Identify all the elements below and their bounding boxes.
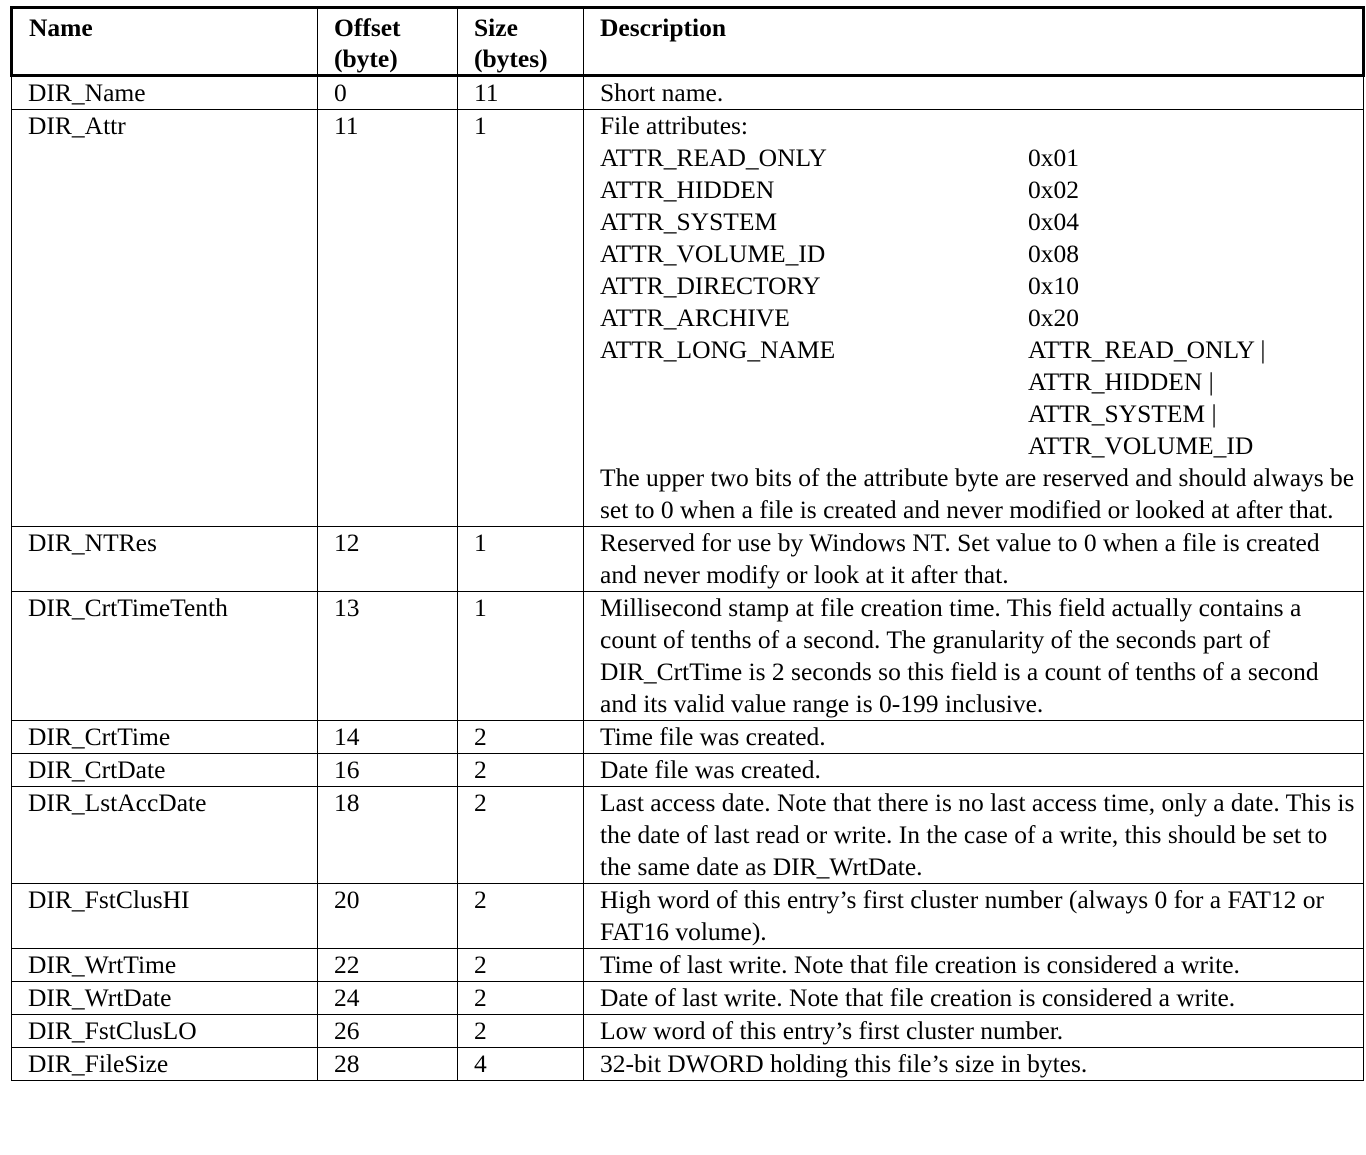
- cell-offset: 0: [318, 76, 458, 110]
- table-row: [12, 949, 1364, 982]
- cell-description: Last access date. Note that there is no last access time, only a date. This is the date of last read or write. In the case of a write, this should be set to the same date as DIR_WrtDate.: [584, 787, 1364, 884]
- cell-offset: 28: [318, 1048, 458, 1081]
- attribute-name: ATTR_HIDDEN: [600, 175, 775, 204]
- cell-offset: 14: [318, 721, 458, 754]
- table-row: [12, 527, 1364, 592]
- cell-name: DIR_Attr: [12, 110, 318, 527]
- cell-name: DIR_FstClusLO: [12, 1015, 318, 1048]
- attribute-value: 0x04: [1028, 207, 1079, 236]
- cell-offset: 18: [318, 787, 458, 884]
- cell-name: DIR_LstAccDate: [12, 787, 318, 884]
- cell-offset: 12: [318, 527, 458, 592]
- attribute-name: ATTR_ARCHIVE: [600, 303, 790, 332]
- header-description: Description: [584, 8, 1364, 76]
- cell-size: 2: [458, 982, 584, 1015]
- cell-size: 2: [458, 949, 584, 982]
- cell-size: 2: [458, 721, 584, 754]
- attribute-value: 0x10: [1028, 271, 1079, 300]
- table-row: [12, 1048, 1364, 1081]
- long-name-part: ATTR_READ_ONLY |: [1028, 335, 1266, 364]
- attribute-value: 0x01: [1028, 143, 1079, 172]
- cell-description: Time file was created.: [584, 721, 1364, 754]
- attribute-name: ATTR_SYSTEM: [600, 207, 778, 236]
- attribute-list: [600, 142, 1355, 462]
- cell-name: DIR_FstClusHI: [12, 884, 318, 949]
- cell-description: Reserved for use by Windows NT. Set value to 0 when a file is created and never modify or look at it after that.: [584, 527, 1364, 592]
- cell-description: Short name.: [584, 76, 1364, 110]
- attribute-value-long: [1028, 334, 1355, 462]
- cell-description: Time of last write. Note that file creation is considered a write.: [584, 949, 1364, 982]
- cell-description: 32-bit DWORD holding this file’s size in bytes.: [584, 1048, 1364, 1081]
- cell-offset: 16: [318, 754, 458, 787]
- document-page: [10, 6, 1362, 1081]
- cell-size: 1: [458, 110, 584, 527]
- table-row: [12, 76, 1364, 110]
- header-offset: Offset (byte): [318, 8, 458, 76]
- table-row: [12, 1015, 1364, 1048]
- header-size: Size (bytes): [458, 8, 584, 76]
- header-name: Name: [12, 8, 318, 76]
- cell-size: 2: [458, 884, 584, 949]
- attributes-intro: File attributes:: [600, 111, 749, 140]
- table-header-row: [12, 8, 1364, 76]
- cell-size: 11: [458, 76, 584, 110]
- cell-description: Millisecond stamp at file creation time. This field actually contains a count of tenths of a second. The granularity of the seconds part of DIR_CrtTime is 2 seconds so this field is a count of tenths of a second and its valid value range is 0-199 inclusive.: [584, 592, 1364, 721]
- cell-description: Low word of this entry’s first cluster number.: [584, 1015, 1364, 1048]
- cell-offset: 13: [318, 592, 458, 721]
- cell-description: Date of last write. Note that file creation is considered a write.: [584, 982, 1364, 1015]
- cell-name: DIR_Name: [12, 76, 318, 110]
- cell-name: DIR_CrtTime: [12, 721, 318, 754]
- cell-offset: 20: [318, 884, 458, 949]
- attribute-name: ATTR_READ_ONLY: [600, 143, 827, 172]
- cell-offset: 24: [318, 982, 458, 1015]
- table-row: [12, 754, 1364, 787]
- cell-offset: 22: [318, 949, 458, 982]
- attribute-name-long: ATTR_LONG_NAME: [600, 335, 836, 364]
- cell-name: DIR_WrtDate: [12, 982, 318, 1015]
- table-row: [12, 787, 1364, 884]
- cell-name: DIR_FileSize: [12, 1048, 318, 1081]
- cell-size: 2: [458, 754, 584, 787]
- directory-entry-table: [10, 6, 1365, 1081]
- cell-size: 4: [458, 1048, 584, 1081]
- cell-size: 1: [458, 592, 584, 721]
- long-name-part: ATTR_SYSTEM |: [1028, 399, 1217, 428]
- cell-offset: 11: [318, 110, 458, 527]
- attribute-value: 0x20: [1028, 303, 1079, 332]
- table-row: [12, 110, 1364, 527]
- cell-size: 2: [458, 1015, 584, 1048]
- cell-size: 2: [458, 787, 584, 884]
- attribute-value: 0x02: [1028, 175, 1079, 204]
- cell-offset: 26: [318, 1015, 458, 1048]
- table-row: [12, 982, 1364, 1015]
- table-row: [12, 721, 1364, 754]
- long-name-part: ATTR_HIDDEN |: [1028, 367, 1214, 396]
- attribute-name: ATTR_DIRECTORY: [600, 271, 821, 300]
- cell-name: DIR_CrtDate: [12, 754, 318, 787]
- cell-name: DIR_CrtTimeTenth: [12, 592, 318, 721]
- cell-size: 1: [458, 527, 584, 592]
- cell-name: DIR_WrtTime: [12, 949, 318, 982]
- attribute-value: 0x08: [1028, 239, 1079, 268]
- attribute-name: ATTR_VOLUME_ID: [600, 239, 826, 268]
- table-row: [12, 592, 1364, 721]
- cell-name: DIR_NTRes: [12, 527, 318, 592]
- table-row: [12, 884, 1364, 949]
- cell-description: High word of this entry’s first cluster number (always 0 for a FAT12 or FAT16 volume).: [584, 884, 1364, 949]
- long-name-part: ATTR_VOLUME_ID: [1028, 431, 1254, 460]
- cell-description: Date file was created.: [584, 754, 1364, 787]
- attributes-note: The upper two bits of the attribute byte are reserved and should always be set to 0 when a file is created and never modified or looked at after that.: [600, 463, 1355, 524]
- cell-description: [584, 110, 1364, 527]
